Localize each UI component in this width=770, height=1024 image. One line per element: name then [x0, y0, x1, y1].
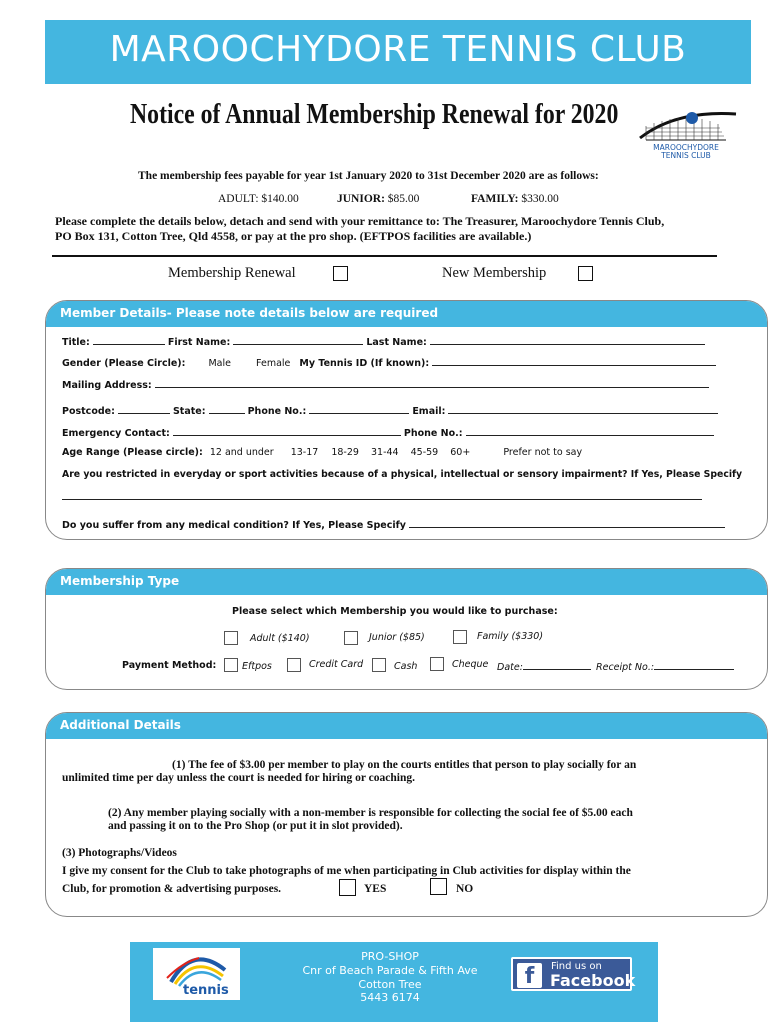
- member-details-title: Member Details- Please note details below are required: [60, 306, 439, 320]
- photo-consent-yes-checkbox[interactable]: [339, 879, 356, 896]
- membership-type-header: [46, 569, 767, 595]
- additional-details-title: Additional Details: [60, 718, 181, 732]
- payment-method-label: Payment Method:: [122, 660, 217, 671]
- fee-family: [471, 193, 559, 205]
- non-member-fee-line2: and passing it on to the Pro Shop (or put it in slot provided).: [108, 820, 403, 832]
- membership-renewal-checkbox[interactable]: [333, 266, 348, 281]
- last-name-label: Last Name:: [366, 337, 427, 348]
- age-range-row: [62, 447, 582, 458]
- tennis-australia-logo: [153, 948, 240, 1000]
- title-field-label: Title:: [62, 337, 90, 348]
- fee-adult: [218, 193, 299, 205]
- club-logo-text: [636, 144, 736, 160]
- new-membership-label: New Membership: [442, 265, 547, 281]
- eftpos-checkbox[interactable]: [224, 658, 238, 672]
- emergency-row: [62, 426, 714, 439]
- phone-field[interactable]: [309, 404, 409, 414]
- postcode-label: Postcode:: [62, 406, 115, 417]
- eftpos-label: Eftpos: [242, 661, 272, 672]
- social-play-fee-line2: unlimited time per day unless the court is needed for hiring or coaching.: [62, 772, 415, 784]
- restricted-specify-field[interactable]: [62, 499, 702, 500]
- emergency-phone-label: Phone No.:: [403, 428, 463, 439]
- adult-option-label: Adult ($140): [250, 633, 310, 644]
- email-label: Email:: [412, 406, 446, 417]
- facebook-badge[interactable]: [511, 957, 636, 991]
- facebook-icon: f: [517, 963, 542, 988]
- proshop-phone: 5443 6174: [360, 991, 420, 1004]
- adult-fee-label: ADULT:: [218, 193, 259, 205]
- cash-checkbox[interactable]: [372, 658, 386, 672]
- credit-card-checkbox[interactable]: [287, 658, 301, 672]
- last-name-field[interactable]: [430, 335, 705, 345]
- family-checkbox[interactable]: [453, 630, 467, 644]
- age-option[interactable]: 45-59: [410, 447, 439, 458]
- first-name-field[interactable]: [233, 335, 363, 345]
- email-field[interactable]: [448, 404, 718, 414]
- tennis-logo-text: tennis: [183, 983, 229, 998]
- family-fee-label: FAMILY:: [471, 193, 519, 205]
- date-field[interactable]: [523, 660, 591, 670]
- social-play-fee-line1: (1) The fee of $3.00 per member to play on the courts entitles that person to play socially for an: [172, 759, 637, 771]
- family-fee-value: $330.00: [521, 193, 559, 205]
- cheque-checkbox[interactable]: [430, 657, 444, 671]
- age-range-label: Age Range (Please circle):: [62, 447, 203, 458]
- state-label: State:: [172, 406, 206, 417]
- gender-row: [62, 356, 716, 369]
- age-option[interactable]: 60+: [450, 447, 471, 458]
- mailing-address-row: [62, 378, 709, 391]
- club-banner: [45, 20, 751, 84]
- emergency-phone-field[interactable]: [466, 426, 714, 436]
- logo-line1: MAROOCHYDORE: [653, 143, 719, 152]
- tennis-swoosh-icon: [153, 948, 240, 1000]
- mailing-address-field[interactable]: [155, 378, 709, 388]
- family-option-label: Family ($330): [477, 631, 544, 642]
- medical-question-label: Do you suffer from any medical condition? If Yes, Please Specify: [62, 520, 406, 531]
- age-option[interactable]: 31-44: [370, 447, 399, 458]
- age-option-prefer-not[interactable]: Prefer not to say: [503, 447, 583, 458]
- age-option[interactable]: 12 and under: [209, 447, 274, 458]
- restricted-question: [62, 469, 742, 480]
- junior-fee-label: JUNIOR:: [337, 193, 385, 205]
- instructions-line2: PO Box 131, Cotton Tree, Qld 4558, or pay at the pro shop. (EFTPOS facilities are available.): [55, 229, 532, 243]
- date-label: Date:: [497, 662, 523, 673]
- remittance-instructions: [55, 214, 735, 244]
- age-option[interactable]: 18-29: [331, 447, 359, 458]
- restricted-question-text: Are you restricted in everyday or sport activities because of a physical, intellectual or sensory impairment? If Yes, Please Specify: [62, 469, 743, 480]
- facebook-find-text: Find us on: [551, 961, 602, 972]
- tennis-id-label: My Tennis ID (If known):: [299, 358, 430, 369]
- notice-title: Notice of Annual Membership Renewal for 2020: [130, 98, 619, 130]
- proshop-title: PRO-SHOP: [361, 950, 419, 963]
- tennis-net-icon: [636, 108, 744, 144]
- membership-type-title: Membership Type: [60, 574, 180, 588]
- receipt-field[interactable]: [654, 660, 734, 670]
- membership-prompt: Please select which Membership you would like to purchase:: [232, 606, 558, 617]
- fees-intro: The membership fees payable for year 1st January 2020 to 31st December 2020 are as follows:: [138, 170, 599, 182]
- title-field[interactable]: [93, 335, 165, 345]
- yes-label: YES: [364, 883, 387, 895]
- emergency-contact-field[interactable]: [173, 426, 401, 436]
- additional-details-header: [46, 713, 767, 739]
- emergency-contact-label: Emergency Contact:: [62, 428, 170, 439]
- cash-label: Cash: [394, 661, 418, 672]
- medical-question-row: [62, 518, 725, 531]
- gender-male[interactable]: Male: [208, 358, 231, 369]
- adult-checkbox[interactable]: [224, 631, 238, 645]
- club-logo: [636, 108, 744, 160]
- junior-option-label: Junior ($85): [369, 632, 425, 643]
- proshop-address-line2: Cotton Tree: [358, 978, 422, 991]
- first-name-label: First Name:: [167, 337, 231, 348]
- state-field[interactable]: [209, 404, 245, 414]
- postcode-field[interactable]: [118, 404, 170, 414]
- membership-renewal-label: Membership Renewal: [168, 265, 296, 281]
- fee-junior: [337, 193, 419, 205]
- payment-date-row: [497, 660, 591, 673]
- facebook-wordmark: Facebook: [550, 971, 636, 990]
- logo-line2: TENNIS CLUB: [661, 151, 711, 160]
- adult-fee-value: $140.00: [261, 193, 299, 205]
- junior-checkbox[interactable]: [344, 631, 358, 645]
- new-membership-checkbox[interactable]: [578, 266, 593, 281]
- photo-consent-line1: I give my consent for the Club to take photographs of me when participating in Club activities for display within the: [62, 865, 631, 877]
- club-name: MAROOCHYDORE TENNIS CLUB: [109, 29, 687, 70]
- proshop-address-line1: Cnr of Beach Parade & Fifth Ave: [302, 964, 478, 977]
- tennis-id-field[interactable]: [432, 356, 716, 366]
- instructions-line1: Please complete the details below, detach and send with your remittance to: The Treasurer, Maroochydore Tennis Club,: [55, 214, 665, 228]
- detach-line: [52, 255, 717, 257]
- medical-specify-field[interactable]: [409, 518, 725, 528]
- photo-consent-line2: Club, for promotion & advertising purposes.: [62, 883, 282, 895]
- member-details-header: [46, 301, 767, 327]
- gender-female[interactable]: Female: [256, 358, 291, 369]
- cheque-label: Cheque: [452, 659, 489, 670]
- receipt-label: Receipt No.:: [596, 662, 655, 673]
- mailing-address-label: Mailing Address:: [62, 380, 152, 391]
- no-label: NO: [456, 883, 474, 895]
- name-row: [62, 335, 705, 348]
- age-option[interactable]: 13-17: [290, 447, 319, 458]
- postcode-row: [62, 404, 718, 417]
- photo-heading: (3) Photographs/Videos: [62, 847, 177, 859]
- phone-label: Phone No.:: [247, 406, 307, 417]
- junior-fee-value: $85.00: [387, 193, 420, 205]
- gender-label: Gender (Please Circle):: [62, 358, 186, 369]
- credit-card-label: Credit Card: [309, 659, 364, 670]
- non-member-fee-line1: (2) Any member playing socially with a non-member is responsible for collecting the social fee of $5.00 each: [108, 807, 633, 819]
- receipt-row: [596, 660, 734, 673]
- photo-consent-no-checkbox[interactable]: [430, 878, 447, 895]
